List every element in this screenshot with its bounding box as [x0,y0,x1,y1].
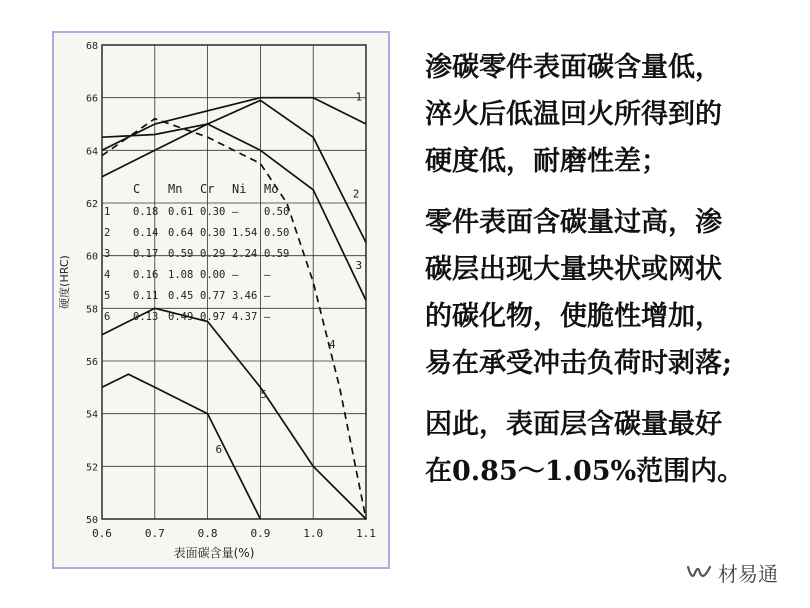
table-cell: 0.50 [264,206,290,218]
table-cell: 1 [104,206,111,218]
table-cell: 0.45 [168,290,194,302]
y-tick-label: 52 [85,462,98,474]
paragraph-low-carbon: 渗碳零件表面碳含量低， 淬火后低温回火所得到的 硬度低，耐磨性差； [425,52,722,177]
text-panel [425,44,805,509]
table-cell: 0.00 [200,269,226,281]
x-tick-label: 0.8 [197,527,218,540]
y-tick-label: 68 [85,41,98,52]
x-tick-label: 1.1 [356,527,376,540]
table-cell: 0.13 [133,311,159,323]
table-header-C: C [133,182,141,196]
watermark-text: 材易通 [718,562,778,586]
table-cell: 0.30 [200,206,226,218]
table-cell: 1.08 [168,269,194,281]
hardness-vs-carbon-chart [54,33,388,567]
table-cell: 0.49 [168,311,194,323]
series-line-2 [102,100,366,242]
y-tick-label: 56 [85,357,98,368]
table-cell: 3 [104,248,111,260]
table-cell: 5 [104,290,111,302]
table-cell: 0.17 [133,248,159,260]
table-header-Mo: Mo [264,182,279,196]
paragraph-conclusion: 因此，表面层含碳量最好 在0.85～1.05%范围内。 [425,409,745,487]
y-tick-label: 50 [85,515,98,526]
table-cell: 2.24 [232,248,258,260]
table-cell: 2 [104,227,111,239]
table-cell: 0.61 [168,206,194,218]
paragraph-high-carbon: 零件表面含碳量过高，渗 碳层出现大量块状或网状 的碳化物，使脆性增加， 易在承受冲击负荷时剥落; [425,207,732,379]
y-tick-label: 66 [85,93,98,105]
table-cell: 0.30 [200,227,226,239]
y-tick-label: 60 [85,251,98,263]
x-tick-label: 0.6 [92,527,112,540]
x-tick-label: 0.9 [250,527,271,540]
x-tick-label: 1.0 [303,527,324,540]
series-label-3: 3 [355,258,363,272]
y-axis-label: 硬度(HRC) [58,255,71,309]
table-cell: 0.50 [264,227,290,239]
chart-frame [52,31,390,569]
table-cell: 4 [104,269,111,281]
y-tick-label: 58 [85,304,98,316]
x-axis-label: 表面碳含量(%) [173,546,255,560]
plot-border [102,45,366,519]
table-cell: 0.18 [133,206,159,218]
series-label-5: 5 [260,387,268,401]
table-cell: 0.59 [264,248,290,260]
watermark [686,558,778,587]
y-tick-label: 54 [85,409,98,421]
table-cell: 4.37 [232,311,258,323]
table-cell: 0.97 [200,311,226,323]
series-label-1: 1 [355,90,363,104]
series-label-2: 2 [352,187,360,201]
series-label-6: 6 [215,443,223,457]
table-cell: 0.64 [168,227,194,239]
table-cell: 3.46 [232,290,258,302]
table-cell: — [264,269,271,281]
x-tick-label: 0.7 [144,527,165,540]
table-cell: — [264,290,271,302]
y-tick-label: 62 [85,199,98,210]
table-cell: 1.54 [232,227,258,239]
y-tick-label: 64 [85,146,98,158]
table-cell: — [232,206,239,218]
series-line-6 [102,374,260,519]
table-header-Mn: Mn [168,182,183,196]
table-header-Cr: Cr [200,182,215,196]
table-cell: 0.16 [133,269,159,281]
table-cell: 0.14 [133,227,159,239]
series-line-1 [102,98,366,151]
table-cell: — [264,311,271,323]
wechat-channel-icon [686,563,712,583]
table-header-Ni: Ni [232,182,247,196]
table-cell: 0.29 [200,248,226,260]
table-cell: 0.11 [133,290,159,302]
series-label-4: 4 [329,337,336,351]
table-cell: 0.77 [200,290,226,302]
table-cell: 6 [104,311,111,323]
table-cell: 0.59 [168,248,194,260]
table-cell: — [232,269,239,281]
